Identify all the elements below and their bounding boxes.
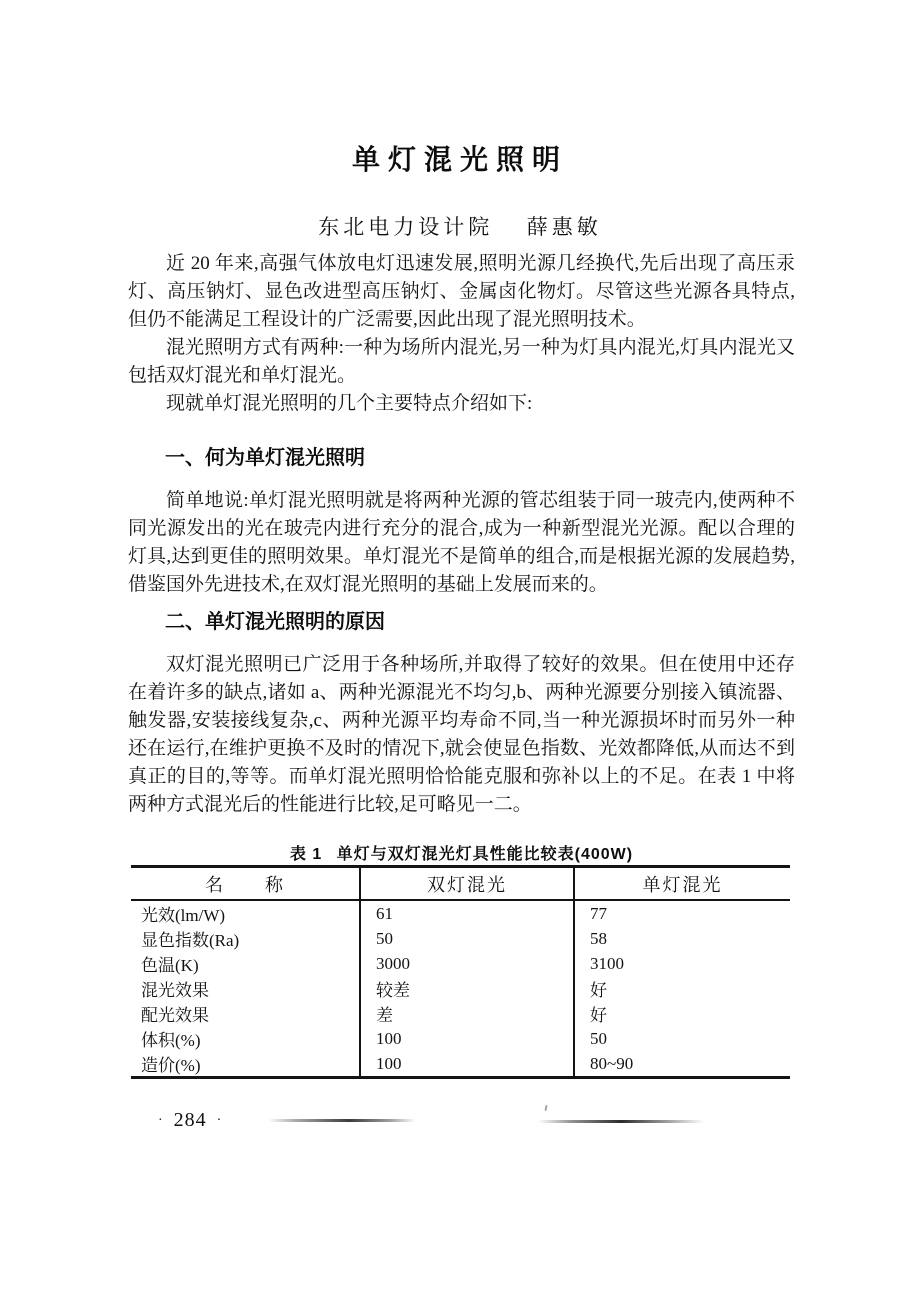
table-cell: 差 bbox=[360, 1001, 574, 1026]
table-cell: 显色指数(Ra) bbox=[141, 931, 240, 950]
intro-paragraph-2: 混光照明方式有两种:一种为场所内混光,另一种为灯具内混光,灯具内混光又包括双灯混光和单灯混光。 bbox=[128, 337, 795, 386]
table-cell: 77 bbox=[574, 900, 790, 926]
page-number-right-dot: · bbox=[216, 1113, 223, 1128]
table-cell: 50 bbox=[360, 926, 574, 951]
table-cell: 好 bbox=[574, 976, 790, 1001]
table-row bbox=[131, 1001, 790, 1026]
table-cell: 61 bbox=[360, 900, 574, 926]
intro-paragraph-1: 近 20 年来,高强气体放电灯迅速发展,照明光源几经换代,先后出现了高压汞灯、高压钠灯、显色改进型高压钠灯、金属卤化物灯。尽管这些光源各具特点,但仍不能满足工程设计的广泛需要,因此出现了混光照明技术。 bbox=[128, 253, 795, 330]
table-header-name: 名 称 bbox=[131, 867, 360, 901]
scan-artifact-line-left bbox=[268, 1119, 416, 1122]
byline bbox=[0, 211, 920, 241]
page-number-value: 284 bbox=[173, 1109, 207, 1131]
table-cell: 3100 bbox=[574, 951, 790, 976]
section-1-heading: 一、何为单灯混光照明 bbox=[165, 447, 365, 469]
section-1-paragraph: 简单地说:单灯混光照明就是将两种光源的管芯组装于同一玻壳内,使两种不同光源发出的光在玻壳内进行充分的混合,成为一种新型混光光源。配以合理的灯具,达到更佳的照明效果。单灯混光不是简单的组合,而是根据光源的发展趋势,借鉴国外先进技术,在双灯混光照明的基础上发展而来的。 bbox=[128, 490, 795, 595]
table-header-single-lamp: 单灯混光 bbox=[574, 867, 790, 901]
performance-comparison-table bbox=[131, 865, 790, 1079]
table-caption-text: 单灯与双灯混光灯具性能比较表(400W) bbox=[336, 846, 634, 863]
table-header-double-lamp: 双灯混光 bbox=[360, 867, 574, 901]
table-cell: 100 bbox=[360, 1051, 574, 1078]
table-cell: 光效(lm/W) bbox=[141, 906, 226, 925]
section-2-heading: 二、单灯混光照明的原因 bbox=[165, 611, 385, 633]
table-cell: 色温(K) bbox=[141, 956, 199, 975]
table-header-row bbox=[131, 867, 790, 901]
page-number-left-dot: · bbox=[158, 1113, 164, 1128]
section-2-paragraph: 双灯混光照明已广泛用于各种场所,并取得了较好的效果。但在使用中还存在着许多的缺点,诸如 a、两种光源混光不均匀,b、两种光源要分别接入镇流器、触发器,安装接线复杂,c、两种光源平均寿命不同,当一种光源损坏时而另外一种还在运行,在维护更换不及时的情况下,就会使显色指数、光效都降低,从而达不到真正的目的,等等。而单灯混光照明恰恰能克服和弥补以上的不足。在表 1 中将两种方式混光后的性能进行比较,足可略见一二。 bbox=[128, 654, 795, 815]
table-caption bbox=[128, 841, 795, 863]
scan-artifact-line-right bbox=[538, 1120, 704, 1123]
table-caption-label: 表 1 bbox=[289, 846, 323, 863]
intro-paragraph-3: 现就单灯混光照明的几个主要特点介绍如下: bbox=[166, 393, 533, 414]
table-row bbox=[131, 951, 790, 976]
table-row bbox=[131, 976, 790, 1001]
table-cell: 好 bbox=[574, 1001, 790, 1026]
table-cell: 较差 bbox=[360, 976, 574, 1001]
table-row bbox=[131, 1051, 790, 1078]
article-body bbox=[128, 250, 795, 1132]
table-cell: 80~90 bbox=[574, 1051, 790, 1078]
table-cell: 配光效果 bbox=[141, 1006, 209, 1025]
table-cell: 造价(%) bbox=[141, 1056, 201, 1075]
author-name: 薛惠敏 bbox=[526, 215, 602, 239]
table-row bbox=[131, 926, 790, 951]
article-title: 单灯混光照明 bbox=[351, 144, 568, 175]
table-cell: 体积(%) bbox=[141, 1031, 201, 1050]
table-cell: 50 bbox=[574, 1026, 790, 1051]
table-row bbox=[131, 900, 790, 926]
table-cell: 3000 bbox=[360, 951, 574, 976]
table-cell: 58 bbox=[574, 926, 790, 951]
author-affiliation: 东北电力设计院 bbox=[318, 215, 494, 239]
table-cell: 100 bbox=[360, 1026, 574, 1051]
table-cell: 混光效果 bbox=[141, 981, 209, 1000]
table-row bbox=[131, 1026, 790, 1051]
